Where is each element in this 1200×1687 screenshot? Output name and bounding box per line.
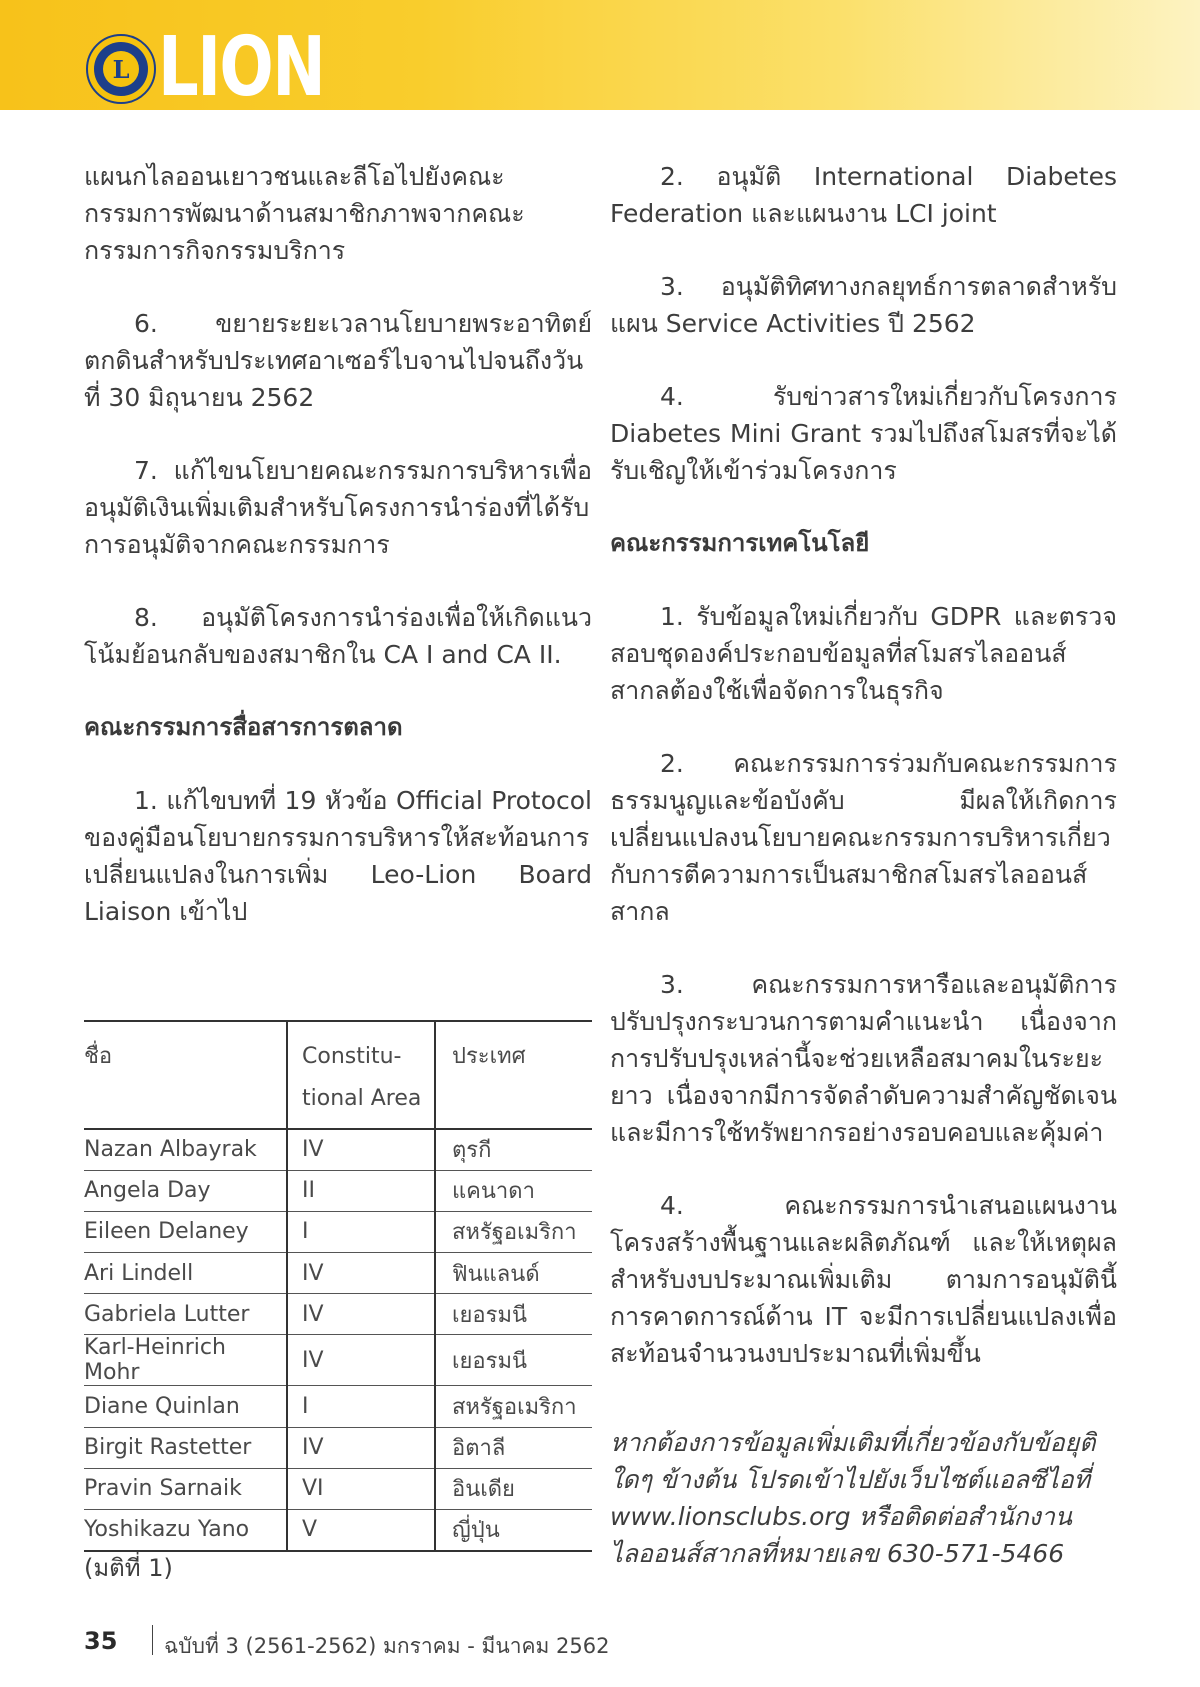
- table-cell-country: สหรัฐอเมริกา: [435, 1386, 592, 1427]
- page-number: 35: [84, 1627, 118, 1655]
- footer-divider: [152, 1625, 153, 1655]
- resolution-item-4: 4. รับข่าวสารใหม่เกี่ยวกับโครงการ Diabetes Mini Grant รวมไปถึงสโมสรที่จะได้รับเชิญให้เข้าร่วมโครงการ: [610, 382, 1117, 485]
- table-cell-country: เยอรมนี: [435, 1294, 592, 1335]
- table-row: [84, 1386, 592, 1427]
- table-cell-country: เยอรมนี: [435, 1335, 592, 1386]
- table-cell-name: Yoshikazu Yano: [84, 1510, 287, 1551]
- table-cell-name: Diane Quinlan: [84, 1386, 287, 1427]
- table-note: (มติที่ 1): [84, 1554, 173, 1582]
- left-paragraph-continued: แผนกไลออนเยาวชนและลีโอไปยังคณะกรรมการพัฒนาด้านสมาชิกภาพจากคณะกรรมการกิจกรรมบริการ: [84, 162, 525, 265]
- table-cell-area: IV: [287, 1335, 435, 1386]
- brand-title: LION: [158, 20, 325, 115]
- table-cell-name: Nazan Albayrak: [84, 1129, 287, 1170]
- heading-technology-committee: คณะกรรมการเทคโนโลยี: [610, 529, 870, 557]
- table-cell-name: Eileen Delaney: [84, 1211, 287, 1252]
- table-cell-country: ญี่ปุ่น: [435, 1510, 592, 1551]
- table-cell-name: Ari Lindell: [84, 1253, 287, 1294]
- table-cell-name: Pravin Sarnaik: [84, 1468, 287, 1509]
- issue-info: ฉบับที่ 3 (2561-2562) มกราคม - มีนาคม 2562: [164, 1634, 610, 1658]
- table-cell-name: Angela Day: [84, 1170, 287, 1211]
- table-row: [84, 1253, 592, 1294]
- table-cell-country: อิตาลี: [435, 1427, 592, 1468]
- right-column: [610, 158, 1117, 1608]
- table-header-name: ชื่อ: [84, 1021, 287, 1129]
- table-row: [84, 1170, 592, 1211]
- table-header-row: [84, 1021, 592, 1129]
- table-row: [84, 1294, 592, 1335]
- table-cell-name: Gabriela Lutter: [84, 1294, 287, 1335]
- technology-item-4: 4. คณะกรรมการนำเสนอแผนงานโครงสร้างพื้นฐานและผลิตภัณฑ์ และให้เหตุผลสำหรับงบประมาณเพิ่มเติม ตามการอนุมัตินี้ การคาดการณ์ด้าน IT จะมีการเปลี่ยนแปลงเพื่อสะท้อนจำนวนงบประมาณที่เพิ่มขึ้น: [610, 1191, 1117, 1368]
- table-cell-country: ฟินแลนด์: [435, 1253, 592, 1294]
- table-row: [84, 1468, 592, 1509]
- table-cell-area: IV: [287, 1294, 435, 1335]
- table-cell-area: IV: [287, 1427, 435, 1468]
- table-cell-country: อินเดีย: [435, 1468, 592, 1509]
- table-row: [84, 1129, 592, 1170]
- resolution-item-2: 2. อนุมัติ International Diabetes Federation และแผนงาน LCI joint: [610, 162, 1117, 228]
- lions-logo-icon: [86, 34, 156, 104]
- table-cell-area: IV: [287, 1253, 435, 1294]
- table-row: [84, 1211, 592, 1252]
- resolution-item-7: 7. แก้ไขนโยบายคณะกรรมการบริหารเพื่ออนุมัติเงินเพิ่มเติมสำหรับโครงการนำร่องที่ได้รับการอนุมัติจากคณะกรรมการ: [84, 456, 592, 559]
- left-column: [84, 158, 592, 966]
- technology-item-2: 2. คณะกรรมการร่วมกับคณะกรรมการธรรมนูญและข้อบังคับ มีผลให้เกิดการเปลี่ยนแปลงนโยบายคณะกรรมการบริหารเกี่ยวกับการตีความการเป็นสมาชิกสโมสรไลออนส์สากล: [610, 749, 1117, 926]
- technology-item-1: 1. รับข้อมูลใหม่เกี่ยวกับ GDPR และตรวจสอบชุดองค์ประกอบข้อมูลที่สโมสรไลออนส์สากลต้องใช้เพื่อจัดการในธุรกิจ: [610, 602, 1117, 705]
- members-table: [84, 1020, 592, 1552]
- contact-note: หากต้องการข้อมูลเพิ่มเติมที่เกี่ยวข้องกับข้อยุติใดๆ ข้างต้น โปรดเข้าไปยังเว็บไซต์แอลซีไอที่ www.lionsclubs.org หรือติดต่อสำนักงานไลออนส์สากลที่หมายเลข 630-571-5466: [610, 1428, 1096, 1568]
- table-row: [84, 1510, 592, 1551]
- technology-item-3: 3. คณะกรรมการหารือและอนุมัติการปรับปรุงกระบวนการตามคำแนะนำ เนื่องจากการปรับปรุงเหล่านี้จะช่วยเหลือสมาคมในระยะยาว เนื่องจากมีการจัดลำดับความสำคัญชัดเจนและมีการใช้ทรัพยากรอย่างรอบคอบและคุ้มค่า: [610, 970, 1117, 1147]
- table-cell-country: ตุรกี: [435, 1129, 592, 1170]
- marketing-item-1: 1. แก้ไขบทที่ 19 หัวข้อ Official Protocol ของคู่มือนโยบายกรรมการบริหารให้สะท้อนการเปลี่ยนแปลงในการเพิ่ม Leo-Lion Board Liaison เข้าไป: [84, 786, 592, 926]
- table-cell-country: สหรัฐอเมริกา: [435, 1211, 592, 1252]
- table-cell-name: Birgit Rastetter: [84, 1427, 287, 1468]
- table-cell-area: V: [287, 1510, 435, 1551]
- table-cell-name: Karl-Heinrich Mohr: [84, 1335, 287, 1386]
- table-cell-area: VI: [287, 1468, 435, 1509]
- table-cell-area: I: [287, 1386, 435, 1427]
- table-cell-area: I: [287, 1211, 435, 1252]
- header-band: [0, 0, 1200, 115]
- table-cell-country: แคนาดา: [435, 1170, 592, 1211]
- resolution-item-3: 3. อนุมัติทิศทางกลยุทธ์การตลาดสำหรับแผน Service Activities ปี 2562: [610, 272, 1117, 338]
- table-row: [84, 1335, 592, 1386]
- resolution-item-6: 6. ขยายระยะเวลานโยบายพระอาทิตย์ตกดินสำหรับประเทศอาเซอร์ไบจานไปจนถึงวันที่ 30 มิถุนายน 2562: [84, 309, 592, 412]
- table-row: [84, 1427, 592, 1468]
- resolution-item-8: 8. อนุมัติโครงการนำร่องเพื่อให้เกิดแนวโน้มย้อนกลับของสมาชิกใน CA I and CA II.: [84, 603, 592, 669]
- heading-marketing-committee: คณะกรรมการสื่อสารการตลาด: [84, 713, 403, 741]
- table-cell-area: II: [287, 1170, 435, 1211]
- table-header-country: ประเทศ: [435, 1021, 592, 1129]
- table-header-area: Constitu-tional Area: [287, 1021, 435, 1129]
- svg-text:L: L: [112, 55, 130, 84]
- table-cell-area: IV: [287, 1129, 435, 1170]
